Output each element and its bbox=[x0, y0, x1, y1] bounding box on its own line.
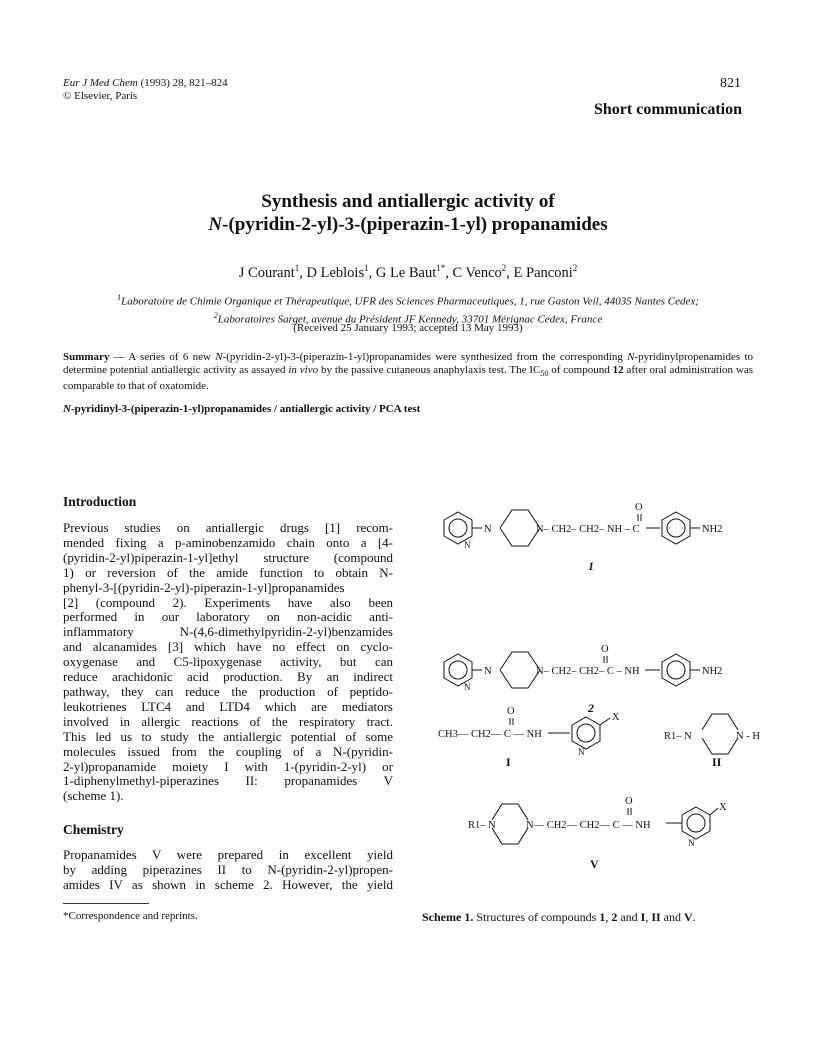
summary-abstract: Summary — A series of 6 new N-(pyridin-2-yl)-3-(piperazin-1-yl)propanamides were synthesized from the corresponding N-pyridinylpropenamides to determine potential antiallergic activity as assayed in vivo by the passive cutaneous anaphylaxis test. The $IC_{50}$ of compound 12 after oral administration was comparable to that of oxatomide. bbox=[63, 351, 753, 393]
atom-label: O bbox=[635, 502, 643, 513]
atom-label: O bbox=[507, 706, 515, 717]
atom-label: N bbox=[484, 666, 492, 677]
section-heading-chemistry: Chemistry bbox=[63, 822, 124, 837]
text-line: This led us to study the antiallergic potential of some bbox=[63, 728, 393, 744]
compound-label-2: 2 bbox=[588, 701, 594, 715]
amine-label: NH2 bbox=[702, 666, 723, 677]
text-line: oxygenase and C5-lipoxygenase activity, but can bbox=[63, 654, 393, 670]
atom-label: O bbox=[625, 796, 633, 807]
text-line: [2] (compound 2). Experiments have also been bbox=[63, 594, 393, 610]
affiliation-2: $^2$Laboratoires Sarget, avenue du Président JF Kennedy, 33701 Mérignac Cedex, France bbox=[213, 310, 603, 326]
journal-citation bbox=[63, 77, 228, 103]
publisher: © Elsevier, Paris bbox=[63, 90, 138, 102]
atom-label: N bbox=[464, 540, 471, 550]
compound-label-1: 1 bbox=[588, 559, 594, 573]
keywords: N-pyridinyl-3-(piperazin-1-yl)propanamides / antiallergic activity / PCA test bbox=[63, 403, 421, 415]
structure-compound-II bbox=[702, 714, 738, 754]
article-title bbox=[0, 190, 816, 236]
atom-label: N bbox=[464, 682, 471, 692]
text-line: 1-diphenylmethyl-piperazines II: propanamides V bbox=[63, 773, 393, 789]
journal-details: (1993) 28, 821–824 bbox=[140, 77, 228, 89]
scheme-caption: Scheme 1. Structures of compounds 1, 2 and I, II and V. bbox=[422, 910, 696, 924]
author: D Leblois bbox=[306, 264, 365, 281]
chemistry-text bbox=[63, 848, 393, 893]
substituent-label: X bbox=[612, 712, 620, 723]
journal-name: Eur J Med Chem bbox=[63, 77, 138, 89]
footnote: *Correspondence and reprints. bbox=[63, 910, 198, 922]
text-line: (pyridin-2-yl)piperazin-1-yl]ethyl structure (compound bbox=[63, 549, 393, 565]
compound-label-V: V bbox=[590, 857, 599, 871]
aromatic-circle-icon bbox=[449, 519, 467, 537]
pyridine-ring-icon bbox=[682, 807, 710, 839]
text-line: (scheme 1). bbox=[63, 788, 124, 804]
summary-label: Summary bbox=[63, 351, 110, 363]
text-line: and alcanamides [3] which have no effect on cyclo- bbox=[63, 639, 393, 655]
atom-label: N bbox=[484, 524, 492, 535]
text-line: Propanamides V were prepared in excellent yield bbox=[63, 847, 393, 862]
piperazine-ring-icon bbox=[500, 510, 540, 528]
substituent-label: R1– N bbox=[468, 820, 496, 831]
chain-label: N– CH2– CH2– NH – C bbox=[536, 524, 640, 535]
scheme-1-structures bbox=[420, 490, 760, 900]
page-number: 821 bbox=[720, 76, 741, 91]
benzene-ring-icon bbox=[662, 512, 690, 544]
introduction-text bbox=[63, 521, 393, 804]
text-line: Previous studies on antiallergic drugs [1] recom- bbox=[63, 520, 393, 535]
chain-label: CH3— CH2— C — NH bbox=[438, 729, 542, 740]
affiliation-1: $^1$Laboratoire de Chimie Organique et Thérapeutique, UFR des Sciences Pharmaceutiques, 1, rue Gaston Veil, 44035 Nantes Cedex; bbox=[117, 293, 699, 308]
compound-label-I: I bbox=[506, 755, 511, 769]
text-line: performed in our laboratory on non-acidic anti- bbox=[63, 609, 393, 625]
author: J Courant bbox=[238, 264, 295, 281]
atom-label: O bbox=[601, 644, 609, 655]
footnote-rule bbox=[63, 903, 149, 904]
author-list: J Courant$^1$, D Leblois$^1$, G Le Baut$^{1*}$, C Venco$^2$, E Panconi$^2$ bbox=[238, 263, 578, 281]
text-line: reduce arachidonic acid production. By an indirect bbox=[63, 669, 393, 685]
piperazine-ring-icon bbox=[702, 714, 738, 730]
piperazine-ring-icon bbox=[492, 804, 528, 820]
text-line: leukotrienes LTC4 and LTD4 which are mediators bbox=[63, 698, 393, 714]
benzene-ring-icon bbox=[662, 654, 690, 686]
text-line: phenyl-3-[(pyridin-2-yl)-piperazin-1-yl]propanamides bbox=[63, 579, 345, 595]
piperazine-ring-icon bbox=[500, 652, 540, 670]
text-line: amides IV as shown in scheme 2. However, the yield bbox=[63, 876, 393, 892]
text-line: involved in allergic reactions of the respiratory tract. bbox=[63, 713, 393, 729]
text-line: pathway, they can reduce the production of peptido- bbox=[63, 683, 393, 699]
text-line: 2-yl)propanamide moiety I with 1-(pyridin-2-yl) or bbox=[63, 758, 393, 774]
chain-label: N— CH2— CH2— C — NH bbox=[526, 820, 651, 831]
substituent-label: R1– N bbox=[664, 731, 692, 742]
title-line-2: N-(pyridin-2-yl)-3-(piperazin-1-yl) propanamides bbox=[208, 214, 608, 235]
atom-label: N - H bbox=[736, 731, 760, 742]
text-line: mended fixing a p-aminobenzamido chain onto a [4- bbox=[63, 534, 393, 550]
chain-label: N– CH2– CH2– C – NH bbox=[536, 666, 640, 677]
text-line: 1) or reversion of the amide function to obtain N- bbox=[63, 564, 393, 580]
compound-label-II: II bbox=[712, 755, 722, 769]
atom-label: N bbox=[578, 747, 585, 757]
author: G Le Baut bbox=[375, 264, 437, 281]
author: E Panconi bbox=[513, 264, 573, 281]
text-line: inflammatory N-(4,6-dimethylpyridin-2-yl)benzamides bbox=[63, 624, 393, 640]
pyridine-ring-icon bbox=[572, 717, 600, 749]
amine-label: NH2 bbox=[702, 524, 723, 535]
received-dates: (Received 25 January 1993; accepted 13 May 1993) bbox=[293, 322, 523, 334]
text-line: molecules issued from the coupling of a N-(pyridin- bbox=[63, 743, 393, 759]
author: C Venco bbox=[452, 264, 502, 281]
text-line: by adding piperazines II to N-(pyridin-2-yl)propen- bbox=[63, 861, 393, 877]
substituent-label: X bbox=[719, 802, 727, 813]
section-heading-introduction: Introduction bbox=[63, 494, 137, 509]
article-type: Short communication bbox=[594, 101, 742, 118]
title-line-1: Synthesis and antiallergic activity of bbox=[261, 191, 555, 212]
atom-label: N bbox=[688, 838, 695, 848]
